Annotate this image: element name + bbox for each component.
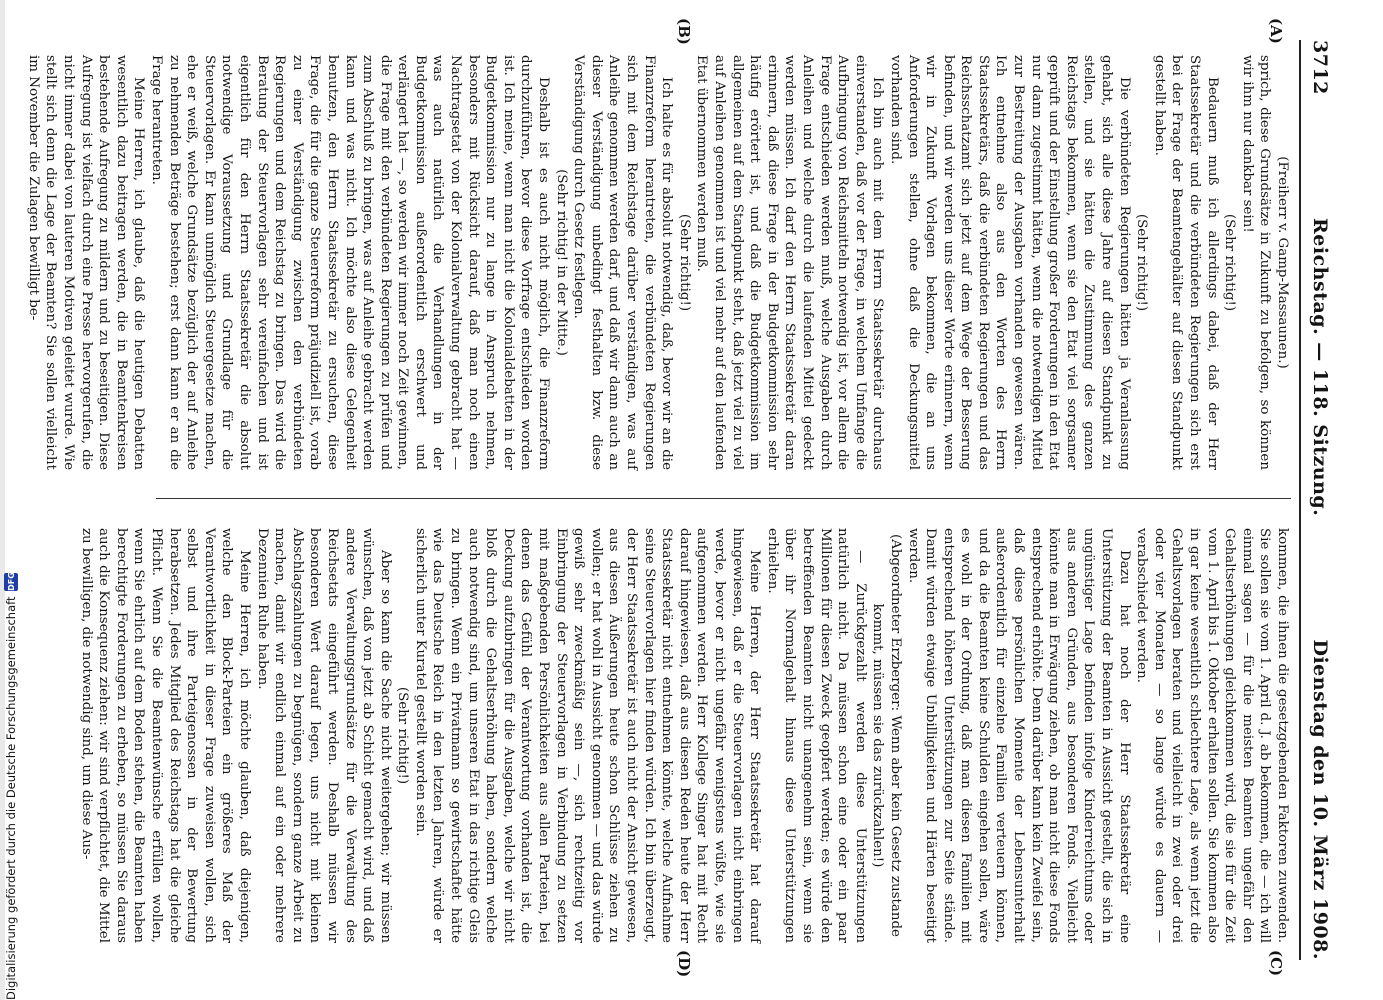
paragraph: Ich halte es für absolut notwendig, daß, bevor wir an die Finanzreform herantreten, die verbündeten Regierungen sich mit dem Reichstage darüber verständigen, was auf Anleihe genommen werden darf, und daß wir dann auch an dieser Verständigung unbedingt festhalten bzw. diese Verständigung durch Gesetz festlegen. [571,55,675,470]
left-column [25,55,1291,470]
margin-marker-a: (A) [1267,18,1285,44]
paragraph: Meine Herren, ich möchte glauben, daß diejenigen, welche den Block-Parteien ein größeres Maß der Verantwortlichkeit in dieser Frage zuweisen wollen, sich selbst und ihre Parteigenossen in der Bewertung herabsetzen. Jedes Mitglied des Reichstags hat die gleiche Pflicht. Wenn Sie die Beamtenwünsche erfüllen wollen, wenn Sie ehrlich auf dem Boden stehen, die Beamten haben berechtigte Forderungen zu erheben, so müssen Sie daraus auch die Konsequenz ziehen: wir sind verpflichtet, die Mittel zu bewilligen, die notwendig sind, um diese Aus- [78,528,252,943]
funding-text: Digitalisierung gefördert durch die Deutsche Forschungsgemeinschaft [4,596,18,1000]
paragraph: Bedauern muß ich allerdings dabei, daß der Herr Staatssekretär und die verbündeten Regierungen sich erst bei der Frage der Beamtengehälter auf diesen Standpunkt gestellt haben. [1151,55,1220,470]
margin-marker-c: (C) [1267,950,1285,977]
paragraph: — Zurückgezahlt werden diese Unterstützungen natürlich nicht. Da müssen schon eine oder ein paar Millionen für diesen Zweck geopfert werden; es würde den betreffenden Beamten nicht unangenehm sein, wenn sie über ihr Normalgehalt hinaus diese Unterstützungen erhielten. [764,528,868,943]
rotated-page [25,0,1383,1000]
margin-marker-b: (B) [675,18,693,45]
paragraph: Meine Herren, der Herr Staatssekretär hat darauf hingewiesen, daß er die Steuervorlagen nicht einbringen werde, bevor er nicht ungefähr wenigstens wüßte, wie sie aufgenommen werden. Herr Kollege Singer hat mit Recht darauf hingewiesen, daß aus diesen Reden heute der Herr Staatssekretär nicht entnehmen könnte, welche Aufnahme seine Steuervorlagen hier finden würden. Ich bin überzeugt, der Herr Staatssekretär ist auch nicht der Ansicht gewesen, aus diesen Äußerungen heute schon Schlüsse ziehen zu wollen; er hat wohl in Aussicht genommen — und das würde gewiß sehr zweckmäßig sein —, sich rechtzeitig vor Einbringung der Steuervorlagen in Verbindung zu setzen mit maßgebenden Persönlichkeiten aus allen Parteien, bei denen das Gefühl der Verantwortung vorhanden ist, die Deckung aufzubringen für die Ausgaben, welche wir nicht bloß durch die Gehaltserhöhung haben, sondern welche auch notwendig sind, um unseren Etat in das richtige Gleis zu bringen. Wenn ein Privatmann so gewirtschaftet hätte wie das Deutsche Reich in den letzten Jahren, würde er sicherlich unter Kuratel gestellt worden sein. [412,528,763,943]
paragraph: sprich, diese Grundsätze in Zukunft zu befolgen, so können wir ihm nur dankbar sein! [1239,55,1273,470]
header-rule [1299,40,1301,960]
paragraph: Aber so kann die Sache nicht weitergehen; wir müssen wünschen, daß von jetzt ab Schicht gemacht wird, und daß andere Verwaltungsgrundsätze für die Verwaltung des Reichsetats eingeführt werden. Deshalb müssen wir besonderen Wert darauf legen, uns nicht mit kleinen Abschlagszahlungen zu begnügen, sondern ganze Arbeit zu machen, damit wir endlich einmal auf ein oder mehrere Dezennien Ruhe haben. [254,528,393,943]
speaker-line: (Freiherr v. Gamp-Massaunen.) [1275,156,1290,369]
session-date: Dienstag den 10. März 1908. [1309,639,1331,960]
paragraph: Die verbündeten Regierungen hätten ja Veranlassung gehabt, sich alle diese Jahre auf diesen Standpunkt zu stellen, und sie hätten die Zustimmung des ganzen Reichstags bekommen, wenn sie den Etat viel sorgsamer geprüft und der Einstellung großer Forderungen in den Etat nur dann zugestimmt hätten, wenn die notwendigen Mittel zur Bestreitung der Ausgaben vorhanden gewesen wären. Ich entnehme also aus den Worten des Herrn Staatssekretärs, daß die verbündeten Regierungen und das Reichsschatzamt sich jetzt auf dem Wege der Besserung befinden, und wir werden uns dieser Worte erinnern, wenn wir in Zukunft Vorlagen bekommen, die an uns Anforderungen stellen, ohne daß die Deckungsmittel vorhanden sind. [887,55,1132,470]
paragraph: Ich bin auch mit dem Herrn Staatssekretär durchaus einverstanden, daß vor der Frage, in welchem Umfange die Aufbringung von Reichsmitteln notwendig ist, vor allem die Frage entschieden werden muß, welche Ausgaben durch Anleihen und welche durch die laufenden Mittel gedeckt werden müssen. Ich darf den Herrn Staatssekretär daran erinnern, daß diese Frage in der Budgetkommission sehr häufig erörtert ist, und daß die Budgetkommission im allgemeinen auf dem Standpunkt steht, daß jetzt viel zu viel auf Anleihen genommen ist und viel mehr auf den laufenden Etat übernommen werden muß. [694,55,886,470]
interjection: (Sehr richtig!) [1134,213,1150,312]
margin-marker-d: (D) [675,950,693,978]
page-number: 3712 [1309,40,1331,95]
paragraph: Deshalb ist es auch nicht möglich, die Finanzreform durchzuführen, bevor diese Vorfrage entschieden worden ist. Ich meine, wenn man nicht die Kolonialdebatten in der Budgetkommission nur zu lange in Anspruch nehmen, besonders mit Rücksicht darauf, daß man noch einen Nachtragsetat von der Kolonialverwaltung gebracht hat — was auch natürlich die Verhandlungen in der Budgetkommission außerordentlich erschwert und verlängert hat —, so werden wir immer noch Zeit gewinnen, die Frage mit den verbündeten Regierungen zu prüfen und zum Abschluß zu bringen, was auf Anleihe gebracht werden kann und was nicht. Ich möchte also diese Gelegenheit benutzen, den Herrn Staatssekretär zu ersuchen, diese Frage, die für die ganze Steuerreform präjudiziell ist, vorab zu einer Verständigung zwischen den verbündeten Regierungen und dem Reichstag zu bringen. Das wird die Beratung der Steuervorlagen sehr vereinfachen und ist eigentlich für den Herrn Staatssekretär die absolut notwendige Voraussetzung und Grundlage für die Steuervorlagen. Er kann unmöglich Steuergesetze machen, ehe er weiß, welche Grundsätze bezüglich der auf Anleihe zu nehmenden Beträge bestehen; erst dann kann er an die Frage herantreten. [149,55,552,470]
interjection: (Abgeordneter Erzberger: Wenn aber kein Gesetz zustande kommt, müssen sie das zurückzahlen!) [870,534,903,937]
dfg-logo: DFG [4,573,18,591]
interjection: (Sehr richtig!) [676,213,692,312]
paragraph: Meine Herren, ich glaube, daß die heutigen Debatten wesentlich dazu beitragen werden, die in Beamtenkreisen bestehende Aufregung zu mildern und zu beseitigen. Diese Aufregung ist vielfach durch eine Presse hervorgerufen, die nicht immer dabei von lauteren Motiven geleitet wurde. Wie stellt sich denn die Lage der Beamten? Sie sollen vielleicht im November die Zulagen bewilligt be- [25,55,147,470]
funding-notice [0,10,22,1000]
interjection: (Sehr richtig!) [1222,213,1238,312]
column-divider [156,498,1291,499]
interjection: (Sehr richtig!) [395,686,411,785]
page-title: Reichstag. — 118. Sitzung. [1309,218,1331,517]
right-column [78,528,1291,943]
page-header [1305,40,1335,960]
interjection: (Sehr richtig! in der Mitte.) [553,169,569,356]
paragraph: kommen, die ihnen die gesetzgebenden Faktoren zuwenden. Sie sollen sie vom 1. April d. J. ab bekommen, die — ich will einmal sagen — für die meisten Beamten ungefähr den Gehaltserhöhungen gleichkommen wird, die sie für die Zeit vom 1. April bis 1. Oktober erhalten sollen. Sie kommen also in gar keine wesentlich schlechtere Lage, als wenn jetzt die Gehaltsvorlagen beraten und vielleicht in zwei oder drei oder vier Monaten — so lange würde es dauern — verabschiedet werden. [1134,528,1290,943]
paragraph: Dazu hat noch der Herr Staatssekretär eine Unterstützung der Beamten in Aussicht gestellt, die sich in ungünstiger Lage befinden infolge Kinderreichtums oder aus anderen Gründen, aus besonderen Fonds. Vielleicht könnte man in Erwägung ziehen, ob man nicht diese Fonds entsprechend erhöhte. Denn darüber kann kein Zweifel sein, daß diese persönlichen Momente der Lebensunterhalt außerordentlich für einzelne Familien verteuern können, und da die Beamten keine Schulden eingehen sollen, wäre es wohl in der Ordnung, daß man diesen Familien mit entsprechend höheren Unterstützungen zur Seite stände. Damit würden etwaige Unbilligkeiten und Härten beseitigt werden. [905,528,1132,943]
